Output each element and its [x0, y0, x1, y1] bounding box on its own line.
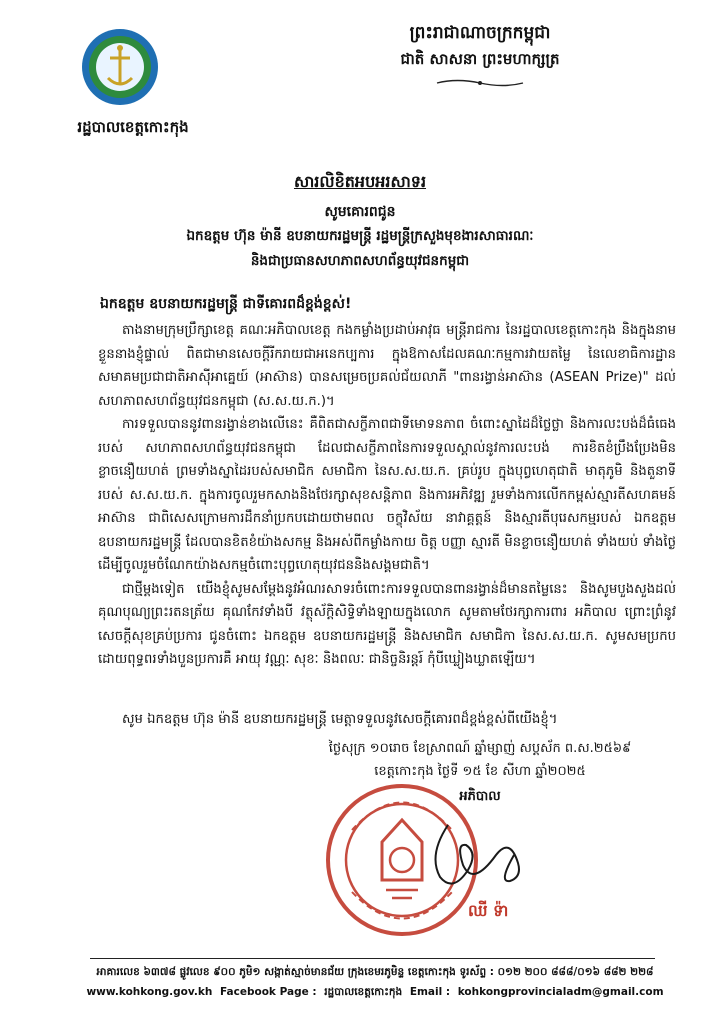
signer-name: ឈី ទ៉ា	[468, 901, 509, 920]
footer-divider	[90, 958, 655, 959]
date-lunar: ថ្ងៃសុក្រ ១០រោច ខែស្រាពណ៍ ឆ្នាំម្សាញ់ សប្តស័ក ព.ស.២៥៦៩	[328, 741, 632, 756]
date-solar: ខេត្តកោះកុង ថ្ងៃទី ១៥ ខែ សីហា ឆ្នាំ២០២៥	[374, 764, 586, 779]
salutation: ឯកឧត្តម ឧបនាយករដ្ឋមន្ត្រី ជាទីគោរពដ៏ខ្ពង់ខ្ពស់!	[100, 296, 352, 312]
department-name: រដ្ឋបាលខេត្តកោះកុង	[77, 118, 189, 136]
footer-website: www.kohkong.gov.kh	[86, 986, 213, 998]
footer-facebook-label: Facebook Page :	[220, 986, 317, 998]
signer-position: អភិបាល	[459, 789, 501, 804]
koh-kong-emblem-icon	[80, 26, 160, 108]
body-paragraph-1: តាងនាមក្រុមប្រឹក្សាខេត្ត គណៈអភិបាលខេត្ត កងកម្លាំងប្រដាប់អាវុធ មន្ត្រីរាជការ នៃរដ្ឋបាលខេត្តកោះកុង និងក្នុងនាមខ្លួននាងខ្ញុំផ្ទាល់ ពិតជាមានសេចក្តីរីករាយជាអនេកប្បការ ក្នុងឱកាសដែលគណៈកម្មការវាយតម្លៃ នៃលេខាធិការដ្ឋានសមាគមប្រជាជាតិអាស៊ីអាគ្នេយ៍ (អាស៊ាន) បានសម្រេចប្រគល់ជ័យលាភី "ពានរង្វាន់អាស៊ាន (ASEAN Prize)" ដល់សហភាពសហព័ន្ធយុវជនកម្ពុជា (ស.ស.យ.ក.)។	[98, 323, 676, 409]
body-paragraph-2: ការទទួលបាននូវពានរង្វាន់ខាងលើនេះ គឺពិតជាសក្ខីភាពជាទីមោទនភាព ចំពោះស្នាដៃដ៏ថ្លៃថ្លា និងការលះបង់ដ៏ធំធេងរបស់ សហភាពសហព័ន្ធយុវជនកម្ពុជា ដែលជាសក្ខីភាពនៃការទទួលស្គាល់នូវការលះបង់ ការខិតខំប្រឹងប្រែងមិនខ្លាចនឿយហត់ ព្រមទាំងស្នាដៃរបស់សមាជិក សមាជិកា នៃស.ស.យ.ក. គ្រប់រូប ក្នុងបុព្វហេតុជាតិ មាតុភូមិ និងតួនាទីរបស់ ស.ស.យ.ក. ក្នុងការចូលរួមកសាងនិងថែរក្សាសុខសន្តិភាព និងការអភិវឌ្ឍ រួមទាំងការលើកកម្ពស់ស្មារតីសហគមន៍អាស៊ាន ជាពិសេសក្រោមការដឹកនាំប្រកបដោយថាមពល ចក្ខុវិស័យ នាវាគ្គត្តន៍ និងស្មារតីបុរេសកម្មរបស់ ឯកឧត្តម ឧបនាយករដ្ឋមន្ត្រី ដែលបានខិតខំយ៉ាងសកម្ម និងអស់ពីកម្លាំងកាយ ចិត្ត បញ្ញា ស្មារតី មិនខ្លាចនឿយហត់ ទាំងយប់ ទាំងថ្ងៃ ដើម្បីចូលរួមចំណែកយ៉ាងសកម្មចំពោះបុព្វហេតុយុវជននិងសង្គមជាតិ។	[98, 417, 676, 573]
closing-line: សូម ឯកឧត្តម ហ៊ុន ម៉ានី ឧបនាយករដ្ឋមន្ត្រី មេត្តាទទួលនូវសេចក្តីគោរពដ៏ខ្ពង់ខ្ពស់ពីយើងខ្ញុំ។	[122, 712, 558, 727]
recipient-line-2: និងជាប្រធានសហភាពសហព័ន្ធយុវជនកម្ពុជា	[250, 253, 470, 269]
footer-email-label: Email :	[409, 986, 451, 998]
footer-email: kohkongprovincialadm@gmail.com	[457, 986, 664, 998]
national-motto: ជាតិ សាសនា ព្រះមហាក្សត្រ	[400, 50, 560, 68]
letter-title: សារលិខិតអបអរសាទរ	[293, 172, 427, 191]
ornament-divider	[435, 78, 525, 88]
footer-facebook-page: រដ្ឋបាលខេត្តកោះកុង	[324, 986, 403, 998]
footer-contacts	[80, 986, 670, 1001]
body-paragraph-3: ជាថ្មីម្តងទៀត យើងខ្ញុំសូមសម្តែងនូវអំណរសាទរចំពោះការទទួលបានពានរង្វាន់ដ៏មានតម្លៃនេះ និងសូមបួងសួងដល់គុណបុណ្យព្រះរតនត្រ័យ គុណកែវទាំងបី វត្ថុស័ក្តិសិទ្ធិទាំងឡាយក្នុងលោក សូមតាមថែរក្សាការពារ អភិបាល ព្រោះព្រំនូវសេចក្តីសុខគ្រប់ប្រការ ជូនចំពោះ ឯកឧត្តម ឧបនាយករដ្ឋមន្ត្រី និងសមាជិក សមាជិកា នៃស.ស.យ.ក. សូមសមប្រកបដោយពុទ្ធពរទាំងបួនប្រការគឺ អាយុ វណ្ណៈ សុខៈ និងពលៈ ជានិច្ចនិរន្តរ៍ កុំបីឃ្លៀងឃ្លាតឡើយ។	[98, 581, 676, 667]
letter-body	[98, 319, 676, 672]
footer-address: អាគារលេខ ៦៣៧៨ ផ្លូវលេខ ៩០០ ភូមិ១ សង្កាត់ស្មាច់មានជ័យ ក្រុងខេមរភូមិន្ទ ខេត្តកោះកុង ទូរស័ព្ទ : ០១២ ២០០ ៨៨៨/០១៦ ៨៨២ ២២៨	[96, 966, 654, 978]
kingdom-heading: ព្រះរាជាណាចក្រកម្ពុជា	[409, 23, 551, 43]
recipient-intro: សូមគោរពជូន	[324, 204, 396, 220]
signature-icon	[418, 815, 538, 895]
recipient-line-1: ឯកឧត្តម ហ៊ុន ម៉ានី ឧបនាយករដ្ឋមន្ត្រី រដ្ឋមន្ត្រីក្រសួងមុខងារសាធារណៈ	[186, 228, 534, 244]
